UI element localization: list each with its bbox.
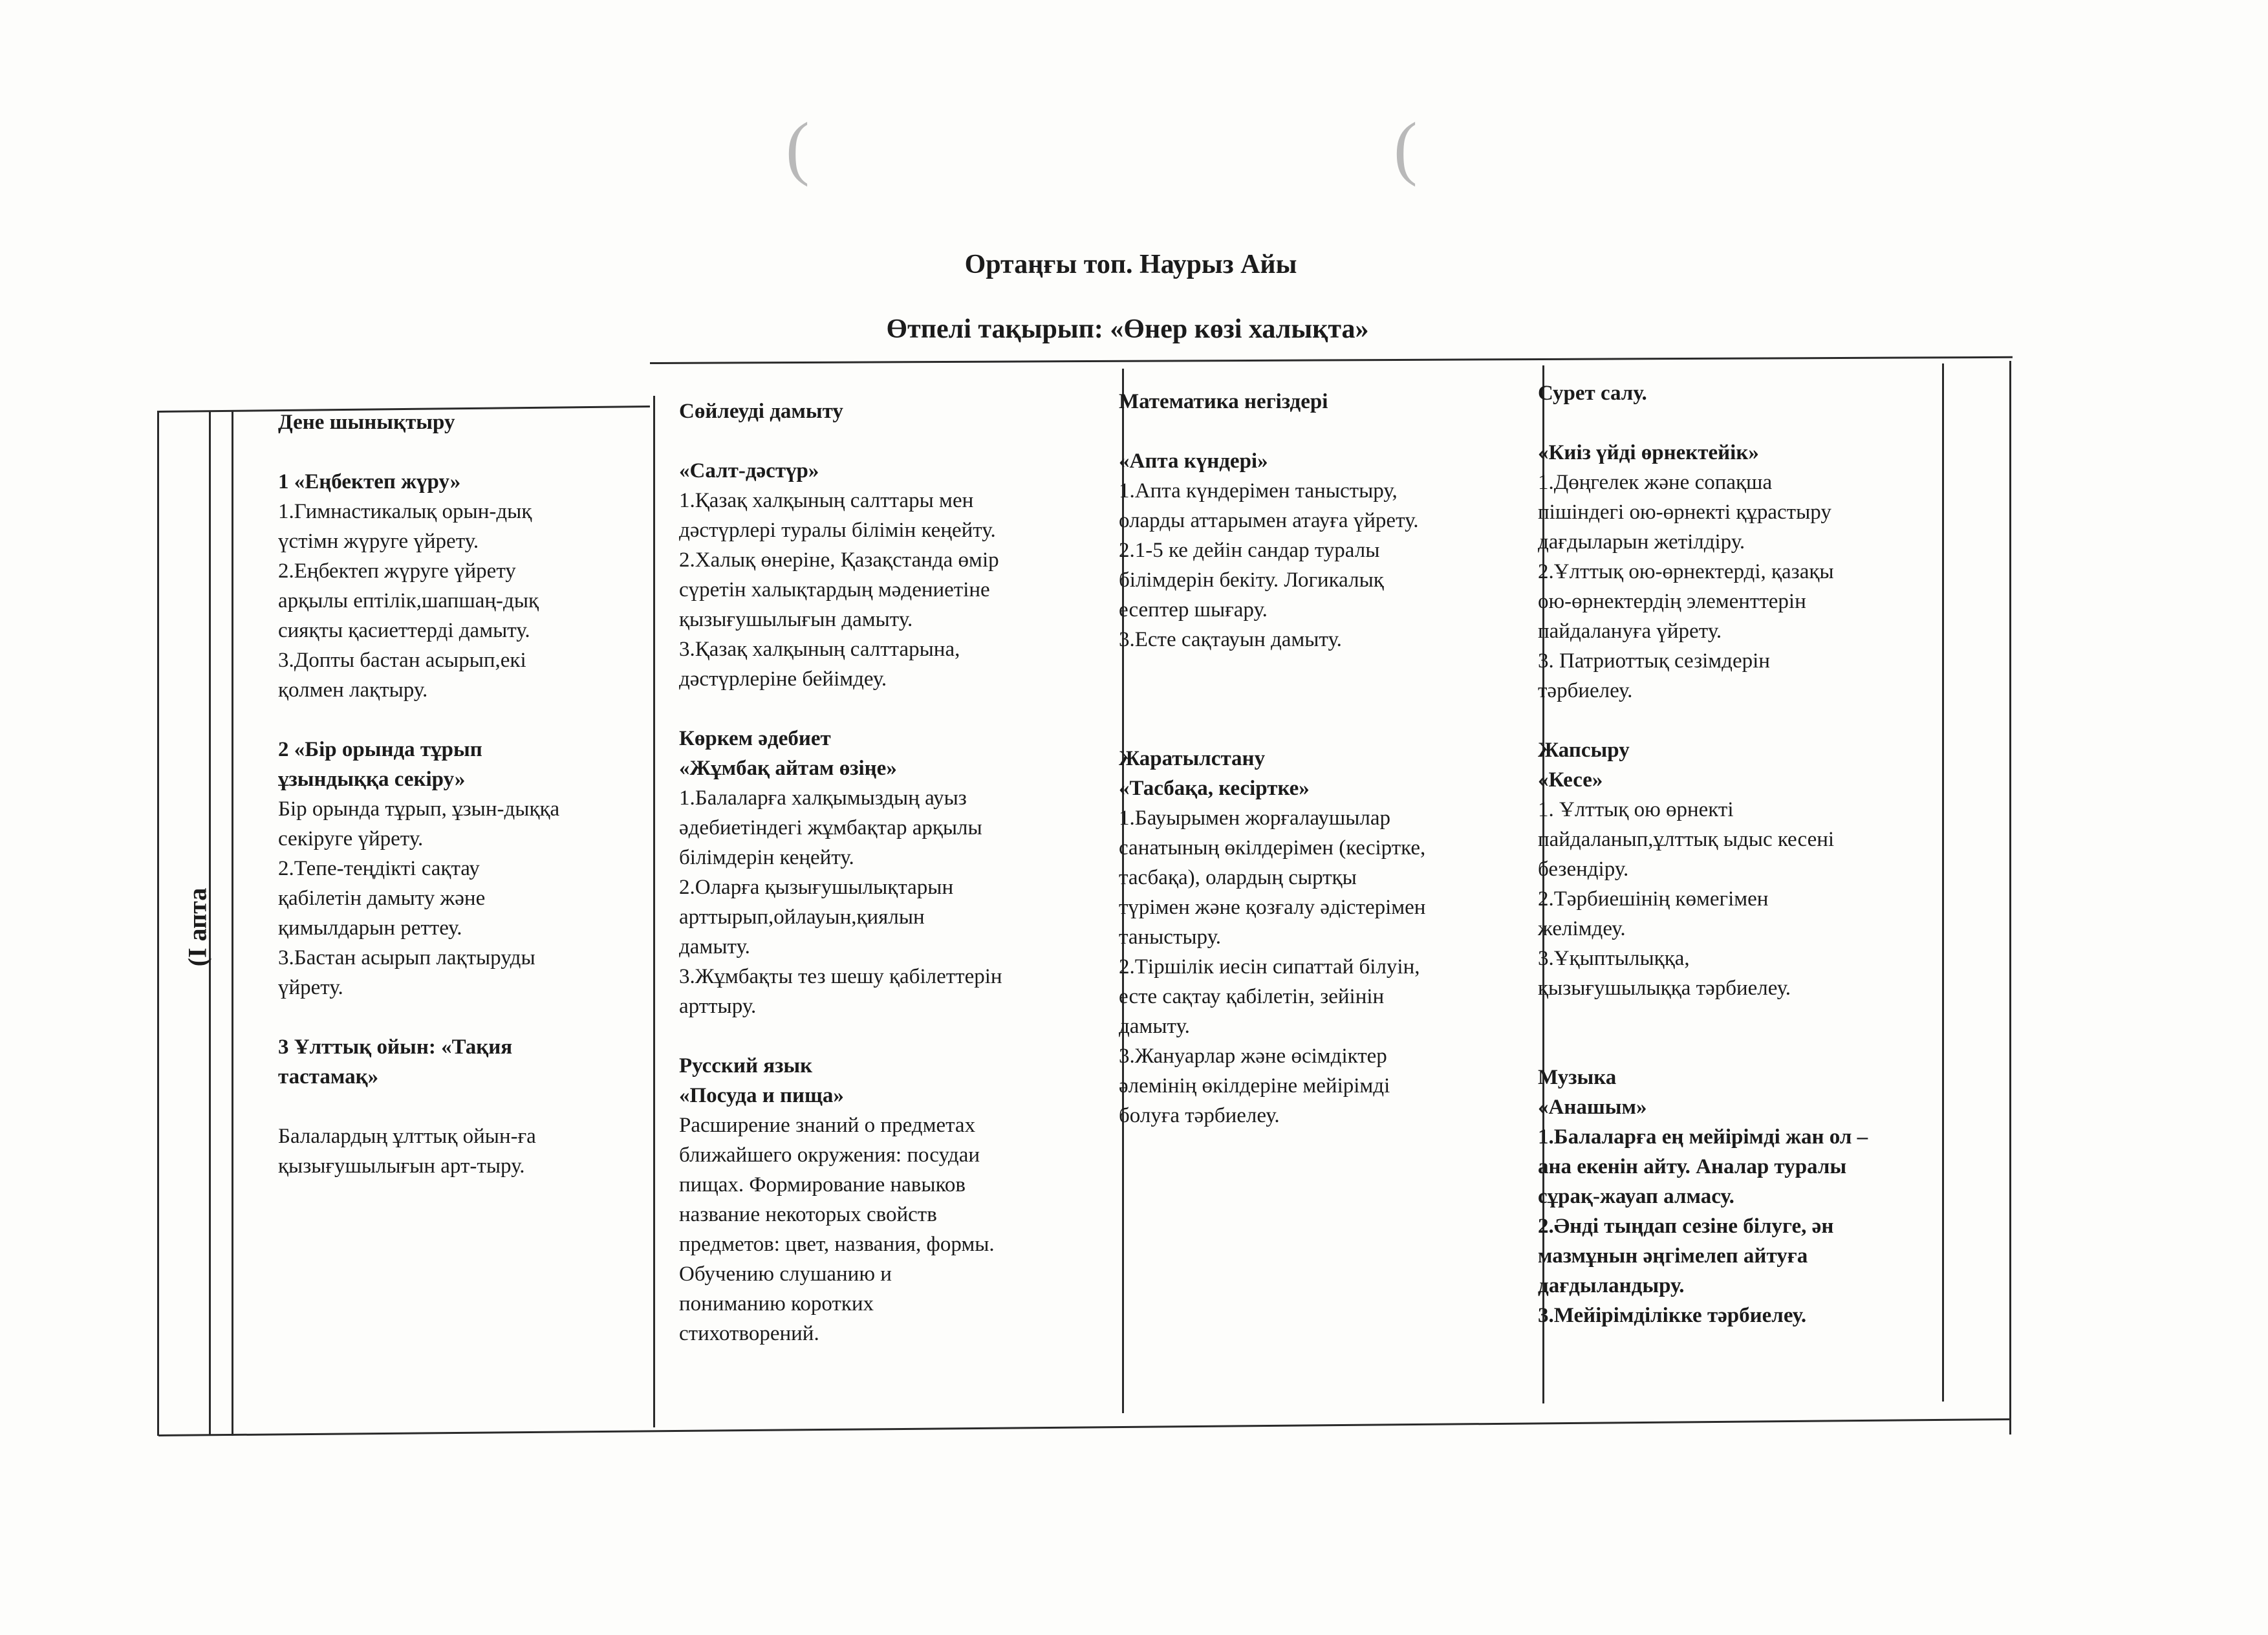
cell-line: «Посуда и пища»	[679, 1084, 844, 1107]
cell-heading: Сөйлеуді дамыту	[679, 400, 843, 423]
cell-line	[278, 437, 647, 467]
cell-line	[679, 694, 1119, 724]
cell-line	[278, 1002, 647, 1032]
cell-line: безендіру.	[1538, 858, 1629, 881]
cell-line: тәрбиелеу.	[1538, 679, 1633, 702]
cell-line: 1 «Еңбектеп жүру»	[278, 470, 461, 493]
cell-line: 3.Ұқыптылыққа,	[1538, 947, 1690, 970]
cell-line: «Салт-дәстүр»	[679, 459, 819, 482]
cell-line: пайдаланып,ұлттық ыдыс кесені	[1538, 828, 1835, 851]
cell-line: есте сақтау қабілетін, зейінін	[1119, 985, 1385, 1008]
cell-line: есептер шығару.	[1119, 598, 1268, 622]
cell-line: 3.Қазақ халқының салттарына,	[679, 638, 960, 661]
cell-line: қимылдарын реттеу.	[278, 916, 462, 940]
cell-line: ою-өрнектердің элементтерін	[1538, 590, 1806, 613]
cell-line: ближайшего окружения: посудаи	[679, 1143, 980, 1167]
cell-line: 3.Есте сақтауын дамыту.	[1119, 628, 1342, 651]
cell-line: 2.Тепе-теңдікті сақтау	[278, 857, 480, 880]
cell-line: Жапсыру	[1538, 739, 1630, 762]
cell-line: секіруге үйрету.	[278, 827, 424, 850]
cell-line: қызығушылығын дамыту.	[679, 608, 913, 631]
cell-line: «Киіз үйді өрнектейік»	[1538, 441, 1759, 464]
cell-line: болуға тәрбиелеу.	[1119, 1104, 1280, 1127]
table-border	[232, 411, 233, 1436]
cell-line: 2.Оларға қызығушылықтарын	[679, 876, 954, 899]
cell-heading: Дене шынықтыру	[278, 411, 455, 434]
table-border	[157, 411, 159, 1436]
page-title: Ортаңғы топ. Наурыз Айы	[964, 250, 1297, 279]
cell-line: 2 «Бір орында тұрып	[278, 738, 482, 761]
cell-line	[1119, 417, 1539, 446]
table-border	[2009, 361, 2011, 1435]
cell-physical-education	[278, 407, 647, 1181]
cell-heading: Сурет салу.	[1538, 382, 1647, 405]
cell-line: 3 Ұлттық ойын: «Тақия	[278, 1035, 513, 1059]
cell-line: санатының өкілдерімен (кесіртке,	[1119, 836, 1426, 860]
cell-line: 1.Балаларға ең мейірімді жан ол –	[1538, 1125, 1868, 1149]
cell-line: түрімен және қозғалу әдістерімен	[1119, 896, 1426, 919]
cell-line: дәстүрлеріне бейімдеу.	[679, 667, 887, 691]
cell-line: сұрақ-жауап алмасу.	[1538, 1185, 1734, 1208]
cell-line: 3.Мейірімділікке тәрбиелеу.	[1538, 1304, 1807, 1327]
cell-line: 2.Тіршілік иесін сипаттай білуін,	[1119, 955, 1420, 979]
cell-line: «Жұмбақ айтам өзіңе»	[679, 757, 897, 780]
cell-drawing	[1538, 378, 1939, 1330]
cell-line: 3.Жұмбақты тез шешу қабілеттерін	[679, 965, 1002, 988]
cell-line	[1119, 655, 1539, 684]
cell-line: қызығушылығын арт-тыру.	[278, 1154, 525, 1178]
cell-line	[1119, 684, 1539, 714]
cell-line: 3.Жануарлар және өсімдіктер	[1119, 1045, 1387, 1068]
table-border	[653, 396, 655, 1427]
cell-line: арттырып,ойлауын,қиялын	[679, 905, 925, 929]
cell-line	[278, 705, 647, 735]
cell-line: 1.Гимнастикалық орын-дық	[278, 500, 532, 523]
page-subtitle: Өтпелі тақырып: «Өнер көзі халықта»	[886, 314, 1369, 344]
cell-line: «Тасбақа, кесіртке»	[1119, 777, 1310, 800]
cell-line: дағдыландыру.	[1538, 1274, 1685, 1297]
cell-line	[1538, 1033, 1939, 1063]
cell-line: предметов: цвет, названия, формы.	[679, 1233, 995, 1256]
cell-line: «Апта күндері»	[1119, 449, 1268, 473]
cell-line	[1538, 408, 1939, 438]
cell-line: Музыка	[1538, 1066, 1617, 1089]
decorative-paren-left: (	[786, 108, 810, 187]
table-border	[1942, 363, 1944, 1402]
cell-line: 1.Қазақ халқының салттары мен	[679, 489, 974, 512]
cell-line: үстімн жүруге үйрету.	[278, 530, 479, 553]
cell-line: 2.Тәрбиешінің көмегімен	[1538, 887, 1769, 911]
cell-line: Расширение знаний о предметах	[679, 1114, 976, 1137]
cell-line: 3.Бастан асырып лақтыруды	[278, 946, 535, 969]
cell-line: мазмұнын әңгімелеп айтуға	[1538, 1244, 1808, 1268]
cell-line	[1538, 1003, 1939, 1033]
cell-line: 2.Ұлттық ою-өрнектерді, қазақы	[1538, 560, 1834, 583]
cell-line: дәстүрлері туралы білімін кеңейту.	[679, 519, 996, 542]
cell-line: стихотворений.	[679, 1322, 819, 1345]
cell-line	[679, 1021, 1119, 1051]
cell-line: ана екенін айту. Аналар туралы	[1538, 1155, 1847, 1178]
cell-line: дамыту.	[1119, 1015, 1190, 1038]
cell-line: 1.Балаларға халқымыздың ауыз	[679, 786, 967, 810]
cell-heading: Математика негіздері	[1119, 390, 1328, 413]
cell-line: қолмен лақтыру.	[278, 678, 428, 702]
cell-line: Русский язык	[679, 1054, 813, 1077]
cell-line: ұзындыққа секіру»	[278, 768, 466, 791]
cell-line: 3. Патриоттық сезімдерін	[1538, 649, 1770, 673]
cell-line: дағдыларын жетілдіру.	[1538, 530, 1745, 554]
cell-line: пішіндегі ою-өрнекті құрастыру	[1538, 501, 1831, 524]
cell-line	[278, 1092, 647, 1121]
cell-line: үйрету.	[278, 976, 343, 999]
cell-line: Жаратылстану	[1119, 747, 1266, 770]
cell-line: қабілетін дамыту және	[278, 887, 486, 910]
cell-line: 1.Дөңгелек және сопақша	[1538, 471, 1773, 494]
cell-line: арттыру.	[679, 995, 757, 1018]
week-label: (I апта	[182, 887, 212, 967]
cell-line: қызығушылыққа тәрбиелеу.	[1538, 977, 1791, 1000]
cell-line: Обучению слушанию и	[679, 1262, 892, 1286]
cell-line: 2.Халық өнеріне, Қазақстанда өмір	[679, 548, 999, 572]
cell-line	[679, 426, 1119, 456]
cell-line: білімдерін бекіту. Логикалық	[1119, 568, 1384, 592]
cell-line	[1538, 706, 1939, 735]
cell-line: пищах. Формирование навыков	[679, 1173, 966, 1196]
cell-line: Бір орында тұрып, ұзын-дыққа	[278, 797, 560, 821]
cell-mathematics	[1119, 387, 1539, 1131]
cell-line: 2.Еңбектеп жүруге үйрету	[278, 559, 516, 583]
decorative-paren-right: (	[1394, 108, 1418, 187]
cell-line: әлемінің өкілдеріне мейірімді	[1119, 1074, 1390, 1098]
cell-line: тасбақа), олардың сыртқы	[1119, 866, 1357, 889]
cell-line: «Кесе»	[1538, 768, 1603, 792]
table-border	[650, 356, 2013, 364]
cell-line: 2.1-5 ке дейін сандар туралы	[1119, 539, 1380, 562]
cell-line: «Анашым»	[1538, 1096, 1647, 1119]
cell-line: таныстыру.	[1119, 926, 1222, 949]
cell-line: тастамақ»	[278, 1065, 379, 1088]
cell-line: Көркем әдебиет	[679, 727, 831, 750]
cell-line: желімдеу.	[1538, 917, 1626, 940]
cell-line: пайдалануға үйрету.	[1538, 620, 1722, 643]
cell-line: 1.Бауырымен жорғалаушылар	[1119, 807, 1391, 830]
cell-line: пониманию коротких	[679, 1292, 874, 1316]
cell-line: 1. Ұлттық ою өрнекті	[1538, 798, 1734, 821]
cell-line: білімдерін кеңейту.	[679, 846, 854, 869]
cell-line: 3.Допты бастан асырып,екі	[278, 649, 526, 672]
cell-line: дамыту.	[679, 935, 750, 958]
cell-line: название некоторых свойств	[679, 1203, 937, 1226]
cell-line: сияқты қасиеттерді дамыту.	[278, 619, 530, 642]
cell-line: 2.Әнді тыңдап сезіне білуге, ән	[1538, 1215, 1834, 1238]
table-border	[158, 1418, 2011, 1436]
cell-line: арқылы ептілік,шапшаң-дық	[278, 589, 539, 612]
cell-line: оларды аттарымен атауға үйрету.	[1119, 509, 1419, 532]
cell-line: 1.Апта күндерімен таныстыру,	[1119, 479, 1398, 503]
cell-line	[1119, 714, 1539, 744]
cell-line: Балалардың ұлттық ойын-ға	[278, 1125, 536, 1148]
cell-speech-development	[679, 396, 1119, 1348]
cell-line: әдебиетіндегі жұмбақтар арқылы	[679, 816, 982, 839]
cell-line: сүретін халықтардың мәдениетіне	[679, 578, 990, 601]
